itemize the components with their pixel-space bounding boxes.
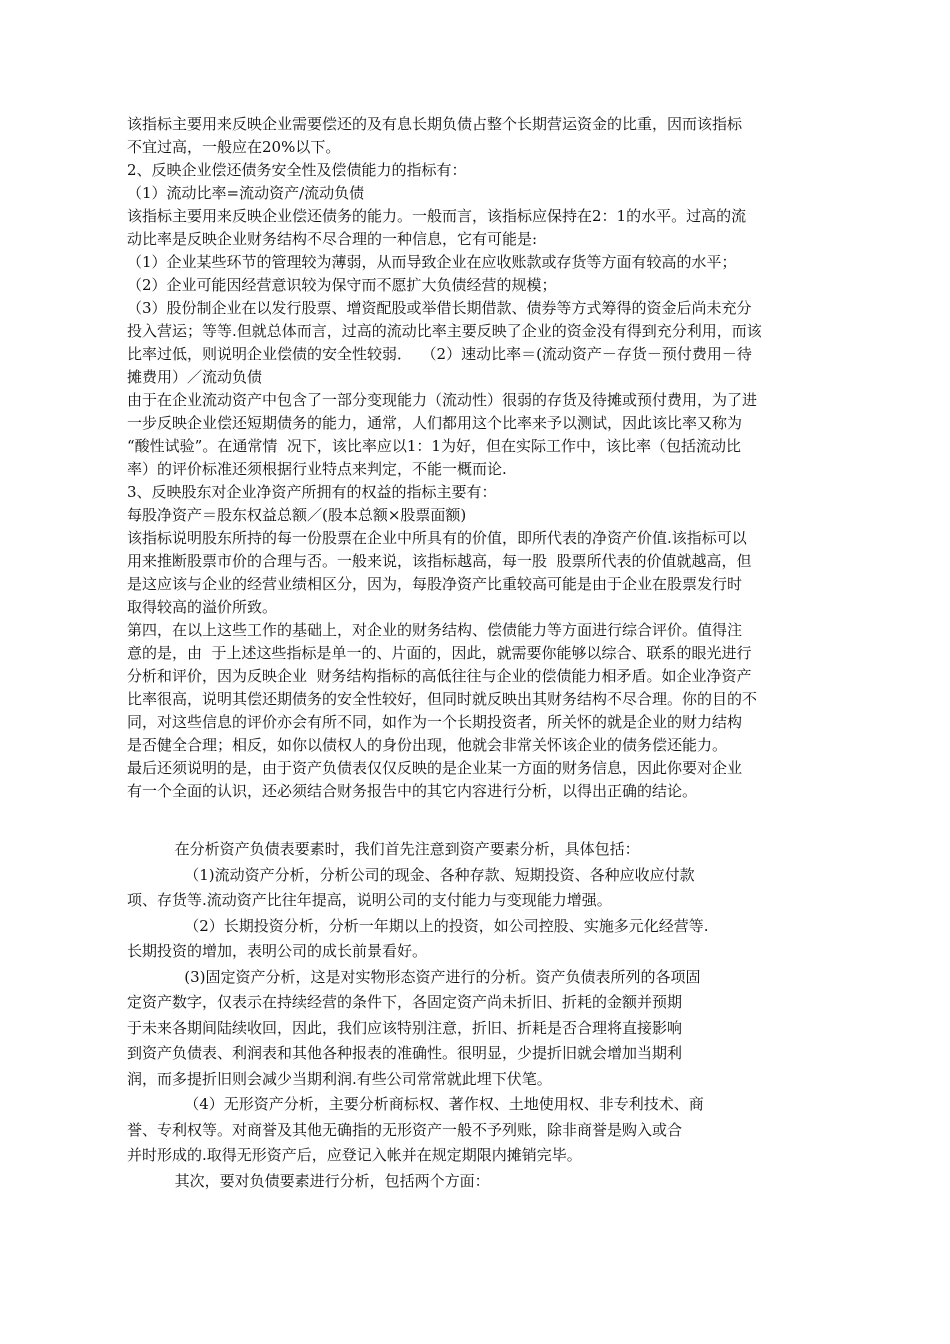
text-line: 由于在企业流动资产中包含了一部分变现能力（流动性）很弱的存货及待摊或预付费用，为了进 (127, 391, 758, 409)
text-line: （2）长期投资分析，分析一年期以上的投资，如公司控股、实施多元化经营等. (127, 916, 709, 935)
text-line: 其次，要对负债要素进行分析，包括两个方面： (127, 1171, 490, 1190)
text-line: 于未来各期间陆续收回，因此，我们应该特别注意，折旧、折耗是否合理将直接影响 (127, 1018, 683, 1037)
paragraph-gap (127, 803, 827, 837)
text-line: 2、反映企业偿还债务安全性及偿债能力的指标有： (127, 161, 467, 179)
text-line: 该指标主要用来反映企业偿还债务的能力。一般而言，该指标应保持在2：1的水平。过高的流 (127, 207, 747, 225)
text-line: 投入营运；等等.但就总体而言，过高的流动比率主要反映了企业的资金没有得到充分利用，而该 (127, 322, 762, 340)
text-line: （1）企业某些环节的管理较为薄弱，从而导致企业在应收账款或存货等方面有较高的水平； (127, 253, 737, 271)
text-line: 一步反映企业偿还短期债务的能力，通常，人们都用这个比率来予以测试，因此该比率又称为 (127, 414, 743, 432)
text-line: （3）股份制企业在以发行股票、增资配股或举借长期借款、债券等方式筹得的资金后尚未充分 (127, 299, 752, 317)
text-line: 最后还须说明的是，由于资产负债表仅仅反映的是企业某一方面的财务信息，因此你要对企业 (127, 759, 743, 777)
text-line: 誉、专利权等。对商誉及其他无确指的无形资产一般不予列账，除非商誉是购入或合 (127, 1120, 683, 1139)
text-line: 摊费用）／流动负债 (127, 368, 263, 386)
text-block-asset-analysis (127, 837, 827, 1194)
text-line: 项、存货等.流动资产比往年提高，说明公司的支付能力与变现能力增强。 (127, 891, 612, 909)
text-line: 同，对这些信息的评价亦会有所不同，如作为一个长期投资者，所关怀的就是企业的财力结构 (127, 713, 743, 731)
text-line: 定资产数字，仅表示在持续经营的条件下，各固定资产尚未折旧、折耗的金额并预期 (127, 993, 683, 1011)
text-line: 在分析资产负债表要素时，我们首先注意到资产要素分析，具体包括： (127, 840, 640, 858)
text-line: 率）的评价标准还须根据行业特点来判定，不能一概而论. (127, 460, 507, 478)
text-line: 比率很高，说明其偿还期债务的安全性较好，但同时就反映出其财务结构不尽合理。你的目的不 (127, 690, 758, 708)
text-line: （2）企业可能因经营意识较为保守而不愿扩大负债经营的规模； (127, 276, 557, 294)
text-line: “酸性试验”。在通常情 况下，该比率应以1：1为好，但在实际工作中，该比率（包括流动比 (127, 437, 741, 455)
text-line: 动比率是反映企业财务结构不尽合理的一种信息，它有可能是: (127, 230, 538, 248)
text-line: （1)流动资产分析，分析公司的现金、各种存款、短期投资、各种应收应付款 (127, 865, 695, 884)
text-line: 每股净资产＝股东权益总额／(股本总额×股票面额) (127, 506, 467, 524)
text-line: 到资产负债表、利润表和其他各种报表的准确性。很明显，少提折旧就会增加当期利 (127, 1044, 683, 1062)
text-line: 3、反映股东对企业净资产所拥有的权益的指标主要有： (127, 483, 497, 501)
text-line: 有一个全面的认识，还必须结合财务报告中的其它内容进行分析，以得出正确的结论。 (127, 782, 698, 800)
text-line: 长期投资的增加，表明公司的成长前景看好。 (127, 942, 428, 960)
text-line: 并时形成的.取得无形资产后，应登记入帐并在规定期限内摊销完毕。 (127, 1146, 582, 1164)
text-line: （4）无形资产分析，主要分析商标权、著作权、土地使用权、非专利技术、商 (127, 1095, 704, 1113)
text-line: 该指标主要用来反映企业需要偿还的及有息长期负债占整个长期营运资金的比重，因而该指标 (127, 115, 743, 133)
text-line: 意的是，由 于上述这些指标是单一的、片面的，因此，就需要你能够以综合、联系的眼光进行 (127, 644, 752, 662)
document-page (127, 113, 827, 1194)
text-block-financial-ratios (127, 113, 827, 803)
text-line: （1）流动比率=流动资产/流动负债 (127, 184, 365, 202)
text-line: 是这应该与企业的经营业绩相区分，因为，每股净资产比重较高可能是由于企业在股票发行时 (127, 575, 743, 593)
text-line: 分析和评价，因为反映企业 财务结构指标的高低往往与企业的偿债能力相矛盾。如企业净资产 (127, 667, 752, 685)
text-line: 是否健全合理；相反，如你以债权人的身份出现，他就会非常关怀该企业的债务偿还能力。 (127, 736, 728, 754)
text-line: 用来推断股票市价的合理与否。一般来说，该指标越高，每一股 股票所代表的价值就越高，但 (127, 552, 752, 570)
text-line: (3)固定资产分析，这是对实物形态资产进行的分析。资产负债表所列的各项固 (127, 967, 701, 986)
text-line: 不宜过高，一般应在20%以下。 (127, 138, 341, 156)
text-line: 润，而多提折旧则会减少当期利润.有些公司常常就此埋下伏笔。 (127, 1069, 552, 1088)
text-line: 取得较高的溢价所致。 (127, 598, 278, 616)
text-line: 第四，在以上这些工作的基础上，对企业的财务结构、偿债能力等方面进行综合评价。值得注 (127, 621, 743, 639)
text-line: 该指标说明股东所持的每一份股票在企业中所具有的价值，即所代表的净资产价值.该指标可以 (127, 529, 747, 547)
text-line: 比率过低，则说明企业偿债的安全性较弱． （2）速动比率＝(流动资产－存货－预付费用－待 (127, 345, 752, 363)
